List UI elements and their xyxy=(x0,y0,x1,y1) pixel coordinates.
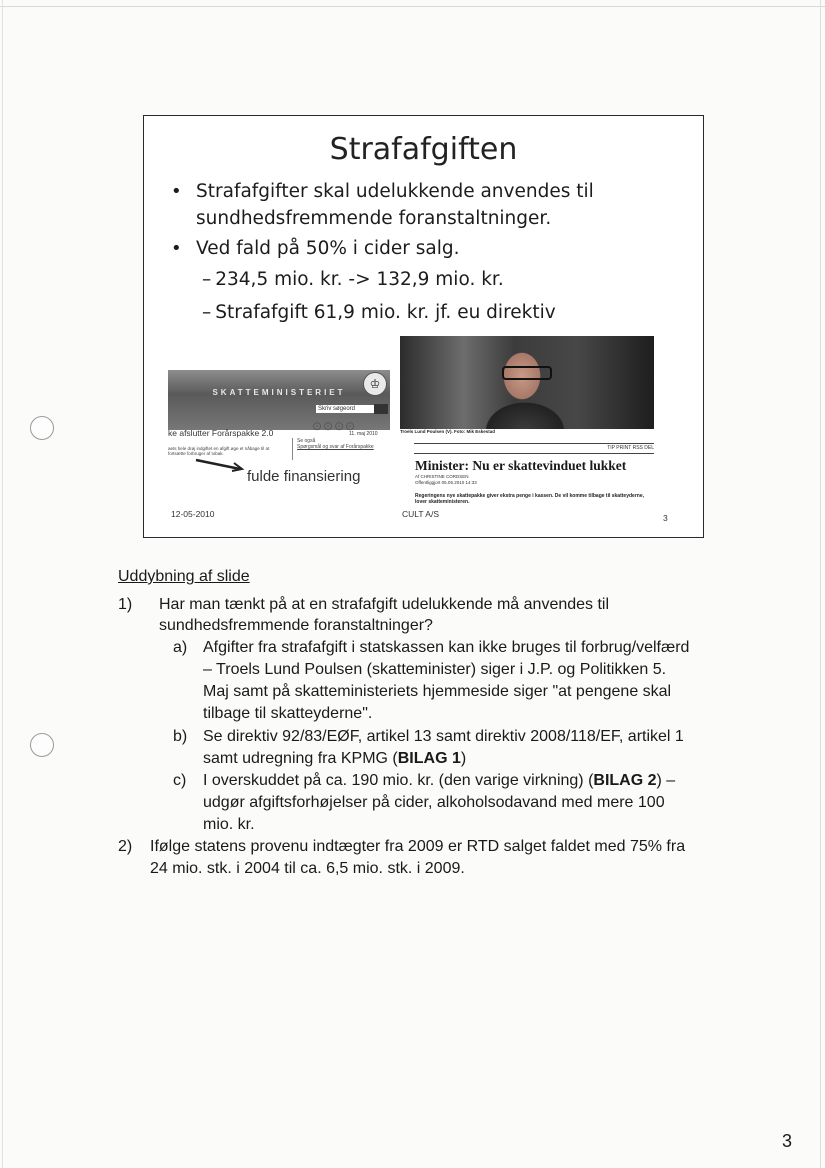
article-lede: Regeringens nye skattepakke giver ekstra penge i kassen. De vil komme tilbage til skatteyderne, lover skatteministeren. xyxy=(415,493,644,505)
site-banner: SKATTEMINISTERIET xyxy=(212,388,346,397)
sub-bullet-text: Strafafgift 61,9 mio. kr. jf. eu direktiv xyxy=(215,302,556,323)
slide-footer: CULT A/S xyxy=(402,509,440,519)
bilag-reference: BILAG 2 xyxy=(593,772,657,789)
dash-marker: – xyxy=(202,302,212,323)
list-item-text: 24 mio. stk. i 2004 til ca. 6,5 mio. stk. i 2009. xyxy=(150,860,465,877)
search-button xyxy=(374,404,388,414)
byline-author: Af CHRISTINE CORDSEN xyxy=(415,474,469,479)
see-also-box xyxy=(292,438,375,460)
see-also-link: Spørgsmål og svar af Forårspakke xyxy=(297,444,374,450)
slide-bullet: Strafafgifter skal udelukkende anvendes til sundhedsfremmende foranstaltninger. xyxy=(196,181,594,229)
see-also-label: Se også xyxy=(297,438,316,444)
text-run: samt udregning fra KPMG ( xyxy=(203,750,398,767)
text-run: I overskuddet på ca. 190 mio. kr. (den varige virkning) ( xyxy=(203,772,594,789)
text-run: ) – xyxy=(656,772,676,789)
dash-marker: – xyxy=(202,269,212,290)
slide-bullet: Ved fald på 50% i cider salg. xyxy=(196,238,460,259)
page-top-rule xyxy=(0,6,825,7)
sub-list-letter: b) xyxy=(173,728,188,745)
sub-list-letter: c) xyxy=(173,772,187,789)
minister-photo xyxy=(400,336,654,429)
list-item-text: Har man tænkt på at en strafafgift udelukkende må anvendes til xyxy=(159,596,610,613)
sub-bullet-text: 234,5 mio. kr. -> 132,9 mio. kr. xyxy=(215,269,504,290)
bullet-marker: • xyxy=(171,181,182,202)
list-item-text: Ifølge statens provenu indtægter fra 2009 er RTD salget faldet med 75% fra xyxy=(150,838,686,855)
article-toolbar: TIP PRINT RSS DEL xyxy=(414,443,654,454)
page-number: 3 xyxy=(782,1131,793,1151)
sub-list-text: Afgifter fra strafafgift i statskassen kan ikke bruges til forbrug/velfærd xyxy=(203,639,690,656)
list-item-text: sundhedsfremmende foranstaltninger? xyxy=(159,617,433,634)
list-number: 2) xyxy=(118,838,133,855)
text-run: ) xyxy=(460,750,467,767)
site-headline: ke afslutter Forårspakke 2.0 xyxy=(168,428,274,438)
sub-list-text: udgør afgiftsforhøjelser på cider, alkoholsodavand med mere 100 xyxy=(203,794,665,811)
page-left-edge xyxy=(2,0,3,1168)
slide-number: 3 xyxy=(663,513,668,523)
slide-date: 12-05-2010 xyxy=(171,509,215,519)
notes-heading: Uddybning af slide xyxy=(118,568,250,585)
site-body-text: aets hele drøj indgiftet en afgift øge et nåbage til at fortsætte forbruger af tobak. xyxy=(168,446,270,456)
byline-date: Offentliggjort 05.05.2010 14:33 xyxy=(415,480,477,485)
share-icons: ⊙⊙⊙⊙ xyxy=(312,419,357,433)
page-right-edge xyxy=(820,0,821,1168)
article-headline: Minister: Nu er skattevinduet lukket xyxy=(415,458,627,473)
ministry-website-screenshot xyxy=(168,370,390,430)
site-date: 11. maj 2010 xyxy=(349,431,378,437)
list-number: 1) xyxy=(118,596,133,613)
handwritten-annotation: fulde finansiering xyxy=(247,468,361,485)
bullet-marker: • xyxy=(171,238,182,259)
photo-caption: Troels Lund Poulsen (V). Foto: Mik Eskestad xyxy=(400,429,496,434)
sub-list-text xyxy=(203,748,466,769)
search-input: Skriv søgeord xyxy=(316,405,374,413)
sub-list-text: tilbage til skatteyderne". xyxy=(203,705,373,722)
handwritten-arrow-icon xyxy=(194,457,246,473)
bilag-reference: BILAG 1 xyxy=(397,750,461,767)
slide-sub-bullet xyxy=(202,299,556,326)
punch-hole-upper xyxy=(30,416,54,440)
sub-list-text: – Troels Lund Poulsen (skatteminister) siger i J.P. og Politikken 5. xyxy=(203,661,667,678)
sub-list-letter: a) xyxy=(173,639,188,656)
sub-list-text: Maj samt på skatteministeriets hjemmeside siger "at pengene skal xyxy=(203,683,672,700)
slide-frame xyxy=(143,115,704,538)
sub-list-text: Se direktiv 92/83/EØF, artikel 13 samt direktiv 2008/118/EF, artikel 1 xyxy=(203,728,684,745)
punch-hole-lower xyxy=(30,733,54,757)
glasses-shape xyxy=(502,366,552,380)
slide-title: Strafafgiften xyxy=(329,132,518,167)
sub-list-text xyxy=(203,770,675,791)
sub-list-text: mio. kr. xyxy=(203,816,255,833)
crown-icon: ♔ xyxy=(363,372,387,396)
article-byline xyxy=(415,474,477,486)
slide-sub-bullet xyxy=(202,266,504,293)
